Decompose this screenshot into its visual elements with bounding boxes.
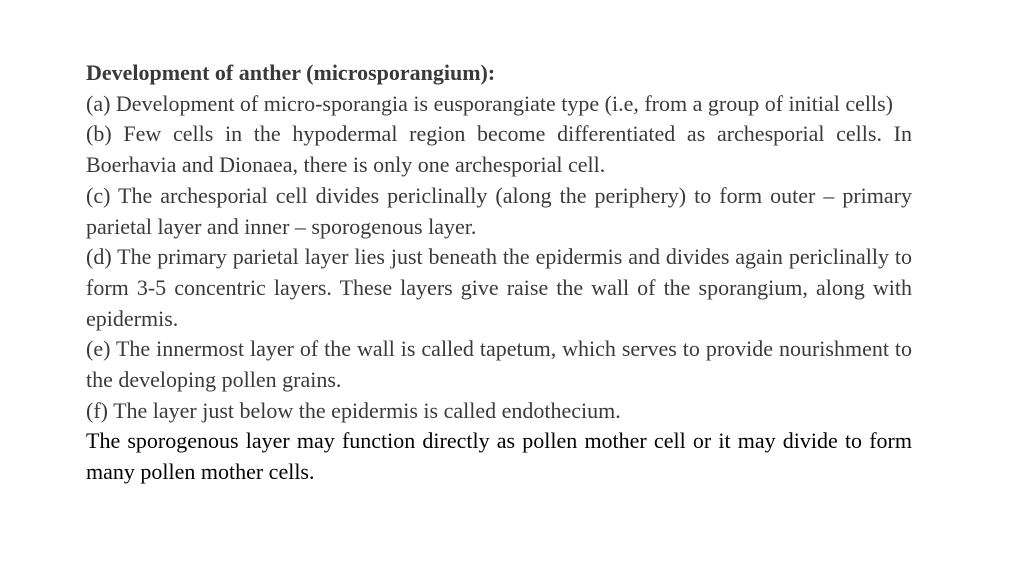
slide-text-body (86, 58, 912, 488)
point-e: (e) The innermost layer of the wall is called tapetum, which serves to provide nourishment to the developing pollen grains. (86, 336, 912, 393)
point-b: (b) Few cells in the hypodermal region become differentiated as archesporial cells. In Boerhavia and Dionaea, there is only one archesporial cell. (86, 121, 912, 178)
slide-heading: Development of anther (microsporangium): (86, 60, 496, 85)
point-c: (c) The archesporial cell divides periclinally (along the periphery) to form outer – primary parietal layer and inner – sporogenous layer. (86, 182, 912, 239)
point-a: (a) Development of micro-sporangia is eusporangiate type (i.e, from a group of initial cells) (86, 90, 894, 116)
point-d: (d) The primary parietal layer lies just beneath the epidermis and divides again periclinally to form 3-5 concentric layers. These layers give raise the wall of the sporangium, along with epidermis. (86, 244, 912, 331)
closing-paragraph: The sporogenous layer may function directly as pollen mother cell or it may divide to form many pollen mother cells. (86, 428, 912, 485)
point-f: (f) The layer just below the epidermis is called endothecium. (86, 397, 621, 423)
